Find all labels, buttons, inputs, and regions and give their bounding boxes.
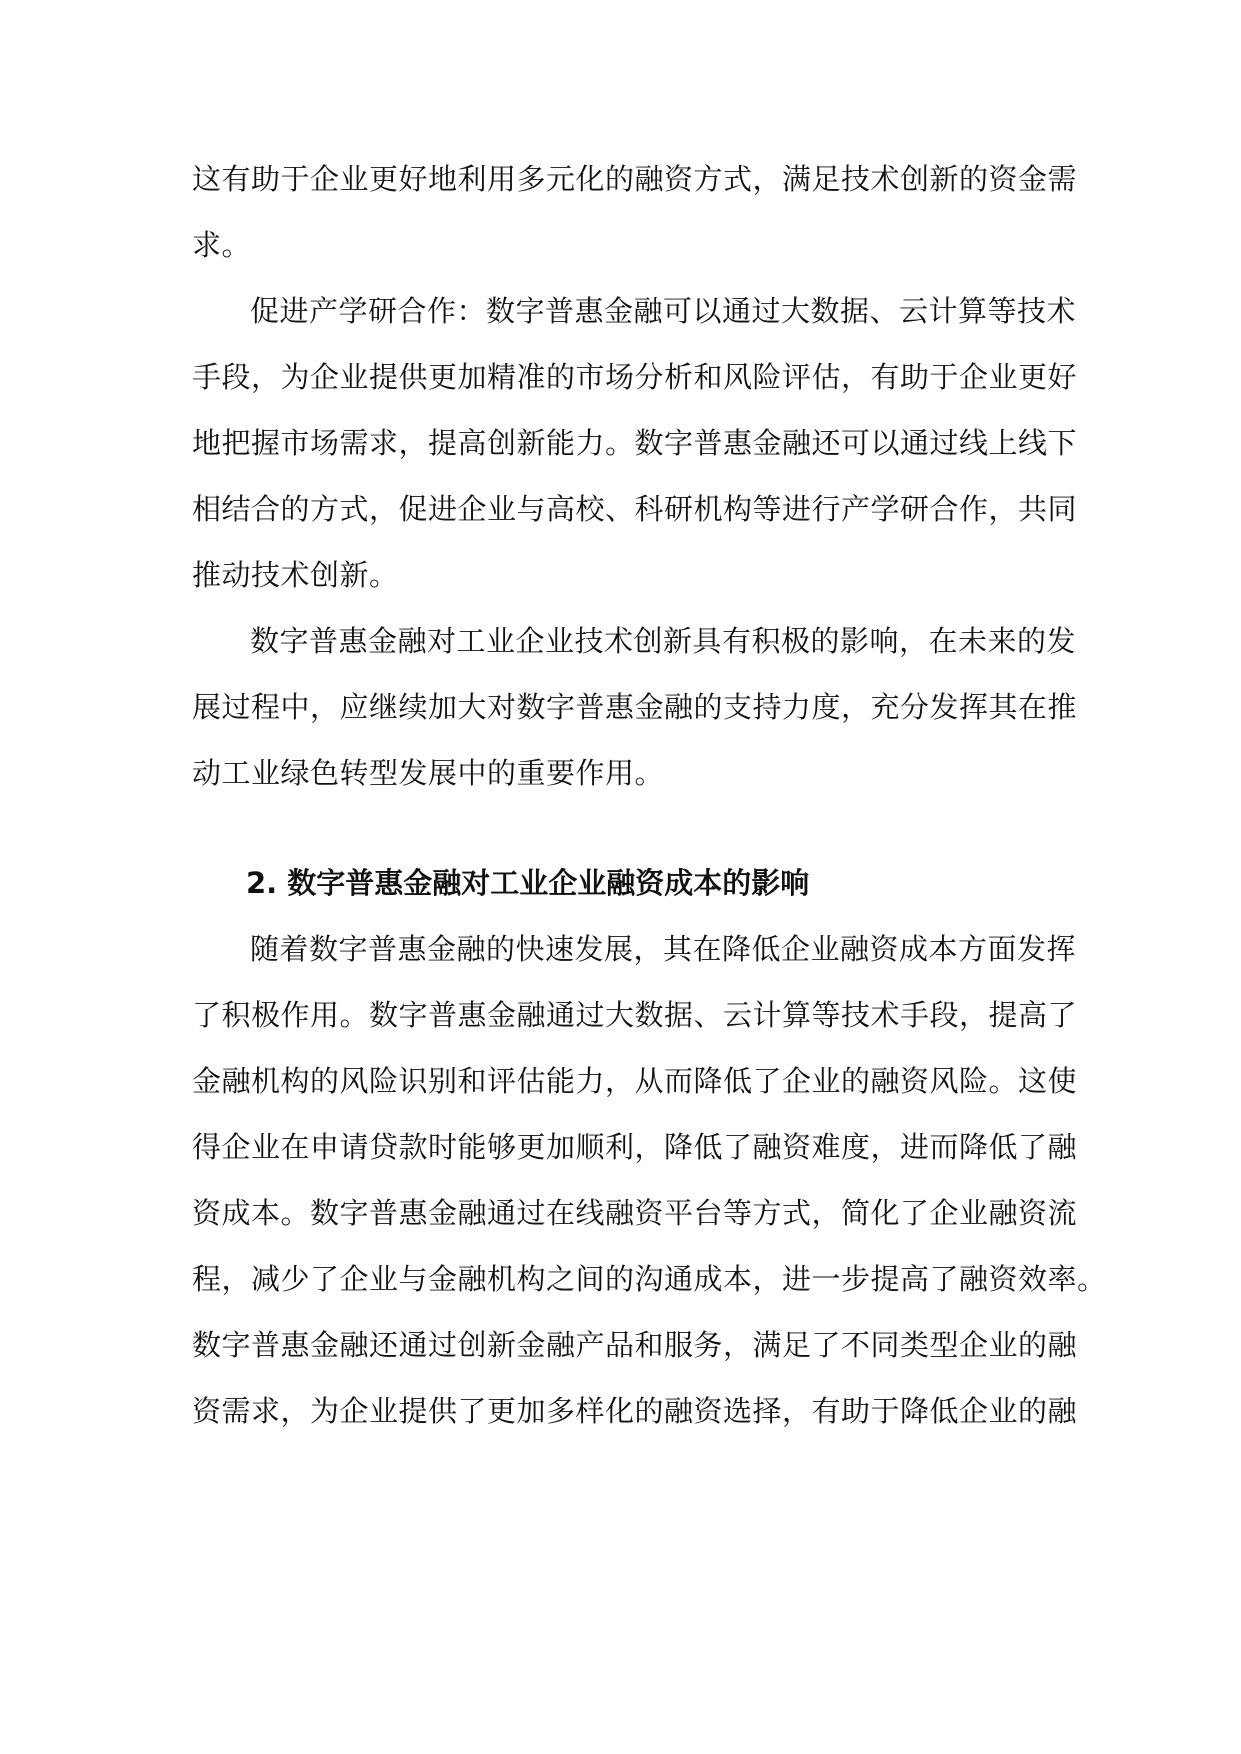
text-line: 数字普惠金融还通过创新金融产品和服务，满足了不同类型企业的融 bbox=[192, 1328, 1078, 1362]
text-line: 这有助于企业更好地利用多元化的融资方式，满足技术创新的资金需 bbox=[192, 162, 1078, 196]
text-line: 相结合的方式，促进企业与高校、科研机构等进行产学研合作，共同 bbox=[192, 492, 1078, 526]
text-line: 促进产学研合作：数字普惠金融可以通过大数据、云计算等技术 bbox=[250, 294, 1077, 328]
document-page bbox=[192, 146, 1107, 1444]
text-line: 手段，为企业提供更加精准的市场分析和风险评估，有助于企业更好 bbox=[192, 360, 1078, 394]
section-gap bbox=[192, 806, 1052, 850]
text-line: 程，减少了企业与金融机构之间的沟通成本，进一步提高了融资效率。 bbox=[192, 1262, 1107, 1296]
text-line: 展过程中，应继续加大对数字普惠金融的支持力度，充分发挥其在推 bbox=[192, 690, 1078, 724]
text-line: 了积极作用。数字普惠金融通过大数据、云计算等技术手段，提高了 bbox=[192, 998, 1078, 1032]
text-line: 地把握市场需求，提高创新能力。数字普惠金融还可以通过线上线下 bbox=[192, 426, 1078, 460]
text-line: 得企业在申请贷款时能够更加顺利，降低了融资难度，进而降低了融 bbox=[192, 1130, 1078, 1164]
text-line: 金融机构的风险识别和评估能力，从而降低了企业的融资风险。这使 bbox=[192, 1064, 1078, 1098]
text-line: 资需求，为企业提供了更加多样化的融资选择，有助于降低企业的融 bbox=[192, 1394, 1078, 1428]
text-line: 推动技术创新。 bbox=[192, 558, 399, 592]
text-line: 求。 bbox=[192, 228, 252, 262]
text-line: 动工业绿色转型发展中的重要作用。 bbox=[192, 756, 665, 790]
text-line: 数字普惠金融对工业企业技术创新具有积极的影响，在未来的发 bbox=[250, 624, 1077, 658]
text-line: 随着数字普惠金融的快速发展，其在降低企业融资成本方面发挥 bbox=[250, 932, 1077, 966]
section-heading: 2. 数字普惠金融对工业企业融资成本的影响 bbox=[246, 866, 810, 900]
text-line: 资成本。数字普惠金融通过在线融资平台等方式，简化了企业融资流 bbox=[192, 1196, 1078, 1230]
